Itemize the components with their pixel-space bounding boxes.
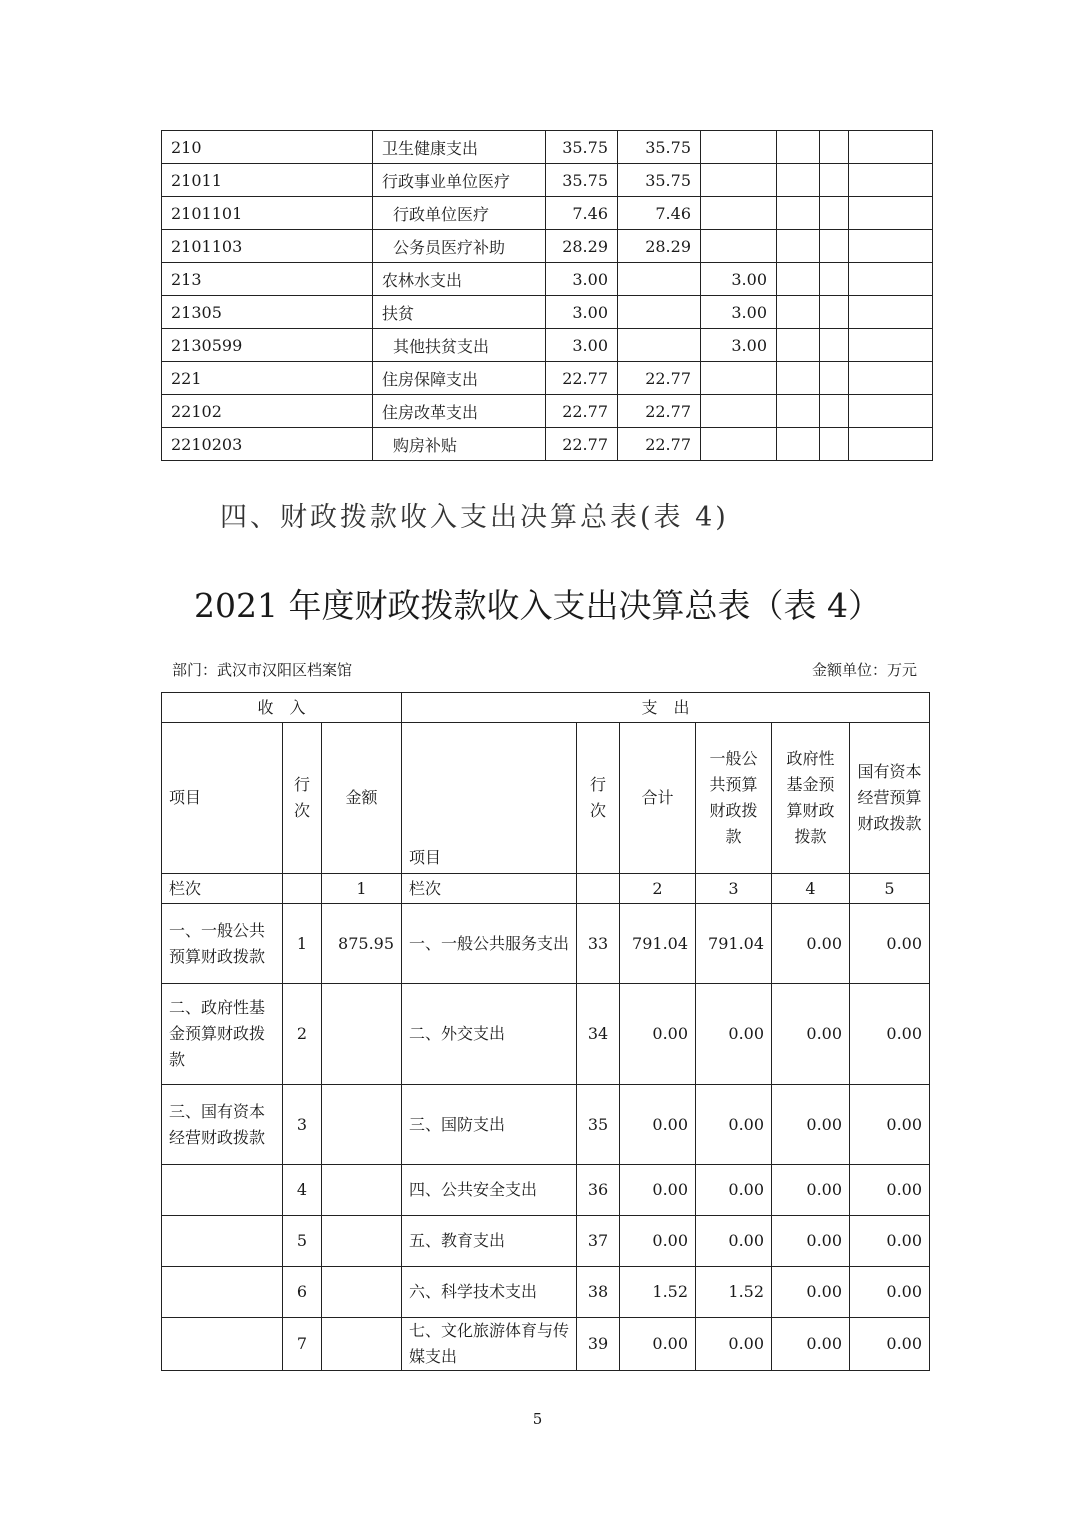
column-index-5: 5 <box>850 874 930 904</box>
fiscal-appropriation-summary-table <box>161 692 930 1371</box>
subject-name: 卫生健康支出 <box>373 131 546 164</box>
expense-item: 三、国防支出 <box>402 1085 577 1165</box>
income-amount <box>322 1085 402 1165</box>
empty-cell <box>777 164 820 197</box>
subject-code: 2210203 <box>162 428 373 461</box>
empty-cell <box>283 874 322 904</box>
total-cell: 3.00 <box>546 329 618 362</box>
expense-item: 七、文化旅游体育与传媒支出 <box>402 1318 577 1371</box>
state-capital-header: 国有资本经营预算财政拨款 <box>850 723 930 874</box>
empty-cell <box>820 329 849 362</box>
basic-cell: 22.77 <box>618 362 701 395</box>
total-value: 1.52 <box>620 1267 696 1318</box>
column-index-2: 2 <box>620 874 696 904</box>
expense-row-no: 39 <box>577 1318 620 1371</box>
general-budget-value: 0.00 <box>696 1216 772 1267</box>
income-amount <box>322 1267 402 1318</box>
basic-cell: 7.46 <box>618 197 701 230</box>
government-fund-value: 0.00 <box>772 1267 850 1318</box>
subject-name: 行政事业单位医疗 <box>373 164 546 197</box>
section-heading: 四、财政拨款收入支出决算总表(表 4) <box>220 502 729 533</box>
subject-name: 农林水支出 <box>373 263 546 296</box>
project-cell <box>701 428 777 461</box>
total-header: 合计 <box>620 723 696 874</box>
subject-code: 210 <box>162 131 373 164</box>
basic-cell: 22.77 <box>618 428 701 461</box>
state-capital-value: 0.00 <box>850 904 930 984</box>
general-budget-value: 0.00 <box>696 1085 772 1165</box>
amount-unit-label: 金额单位：万元 <box>811 661 917 679</box>
subject-name: 扶贫 <box>373 296 546 329</box>
expense-item: 五、教育支出 <box>402 1216 577 1267</box>
empty-cell <box>849 230 933 263</box>
empty-cell <box>777 263 820 296</box>
empty-cell <box>820 230 849 263</box>
total-value: 0.00 <box>620 984 696 1085</box>
column-header-row <box>162 723 930 874</box>
total-cell: 3.00 <box>546 263 618 296</box>
expense-row-no: 37 <box>577 1216 620 1267</box>
table-row <box>162 984 930 1085</box>
empty-cell <box>849 197 933 230</box>
expense-column-label: 栏次 <box>402 874 577 904</box>
table-row <box>162 1267 930 1318</box>
government-fund-value: 0.00 <box>772 1216 850 1267</box>
government-fund-value: 0.00 <box>772 984 850 1085</box>
empty-cell <box>849 395 933 428</box>
subject-name: 住房改革支出 <box>373 395 546 428</box>
basic-cell: 35.75 <box>618 164 701 197</box>
empty-cell <box>849 131 933 164</box>
total-cell: 35.75 <box>546 131 618 164</box>
empty-cell <box>777 197 820 230</box>
table-row <box>162 131 933 164</box>
state-capital-value: 0.00 <box>850 1085 930 1165</box>
empty-cell <box>849 164 933 197</box>
empty-cell <box>577 874 620 904</box>
expense-item: 二、外交支出 <box>402 984 577 1085</box>
project-cell: 3.00 <box>701 263 777 296</box>
income-amount <box>322 984 402 1085</box>
project-cell: 3.00 <box>701 329 777 362</box>
subject-code: 22102 <box>162 395 373 428</box>
income-item: 二、政府性基金预算财政拨款 <box>162 984 283 1085</box>
expense-row-no: 38 <box>577 1267 620 1318</box>
page-title: 2021 年度财政拨款收入支出决算总表（表 4） <box>194 586 881 625</box>
income-column-label: 栏次 <box>162 874 283 904</box>
subject-name: 购房补贴 <box>373 428 546 461</box>
income-item: 一、一般公共预算财政拨款 <box>162 904 283 984</box>
total-value: 0.00 <box>620 1085 696 1165</box>
income-row-no-header: 行次 <box>283 723 322 874</box>
general-budget-value: 791.04 <box>696 904 772 984</box>
subject-code: 2130599 <box>162 329 373 362</box>
general-budget-value: 0.00 <box>696 984 772 1085</box>
state-capital-value: 0.00 <box>850 984 930 1085</box>
total-value: 0.00 <box>620 1216 696 1267</box>
table-row <box>162 1085 930 1165</box>
empty-cell <box>849 329 933 362</box>
expense-row-no: 34 <box>577 984 620 1085</box>
project-cell <box>701 230 777 263</box>
expense-row-no-header: 行次 <box>577 723 620 874</box>
expense-item-header: 项目 <box>402 723 577 874</box>
subject-name: 住房保障支出 <box>373 362 546 395</box>
empty-cell <box>777 131 820 164</box>
empty-cell <box>820 428 849 461</box>
column-index-4: 4 <box>772 874 850 904</box>
state-capital-value: 0.00 <box>850 1165 930 1216</box>
empty-cell <box>820 164 849 197</box>
total-cell: 28.29 <box>546 230 618 263</box>
general-budget-header: 一般公共预算财政拨款 <box>696 723 772 874</box>
total-value: 0.00 <box>620 1318 696 1371</box>
summary-table-body <box>162 693 930 1371</box>
total-cell: 35.75 <box>546 164 618 197</box>
expense-row-no: 35 <box>577 1085 620 1165</box>
state-capital-value: 0.00 <box>850 1318 930 1371</box>
project-cell <box>701 362 777 395</box>
expense-group-header: 支 出 <box>402 693 930 723</box>
basic-cell: 28.29 <box>618 230 701 263</box>
total-value: 791.04 <box>620 904 696 984</box>
subject-code: 221 <box>162 362 373 395</box>
empty-cell <box>820 362 849 395</box>
state-capital-value: 0.00 <box>850 1216 930 1267</box>
total-cell: 22.77 <box>546 428 618 461</box>
income-item <box>162 1165 283 1216</box>
government-fund-value: 0.00 <box>772 1165 850 1216</box>
empty-cell <box>820 197 849 230</box>
table-row <box>162 428 933 461</box>
project-cell <box>701 131 777 164</box>
basic-cell <box>618 263 701 296</box>
income-row-no: 4 <box>283 1165 322 1216</box>
basic-cell <box>618 329 701 362</box>
column-index-3: 3 <box>696 874 772 904</box>
subject-code: 213 <box>162 263 373 296</box>
empty-cell <box>849 362 933 395</box>
income-row-no: 3 <box>283 1085 322 1165</box>
table-row <box>162 296 933 329</box>
expense-row-no: 36 <box>577 1165 620 1216</box>
project-cell <box>701 395 777 428</box>
government-fund-header: 政府性基金预算财政拨款 <box>772 723 850 874</box>
state-capital-value: 0.00 <box>850 1267 930 1318</box>
income-row-no: 1 <box>283 904 322 984</box>
empty-cell <box>849 428 933 461</box>
empty-cell <box>820 131 849 164</box>
basic-cell: 35.75 <box>618 131 701 164</box>
table-row <box>162 1318 930 1371</box>
column-index-row <box>162 874 930 904</box>
government-fund-value: 0.00 <box>772 904 850 984</box>
group-header-row <box>162 693 930 723</box>
project-cell: 3.00 <box>701 296 777 329</box>
project-cell <box>701 197 777 230</box>
subject-name: 行政单位医疗 <box>373 197 546 230</box>
empty-cell <box>820 263 849 296</box>
general-budget-value: 1.52 <box>696 1267 772 1318</box>
empty-cell <box>777 296 820 329</box>
subject-code: 2101101 <box>162 197 373 230</box>
government-fund-value: 0.00 <box>772 1085 850 1165</box>
total-cell: 7.46 <box>546 197 618 230</box>
table-row <box>162 1216 930 1267</box>
empty-cell <box>849 296 933 329</box>
total-cell: 22.77 <box>546 362 618 395</box>
empty-cell <box>777 362 820 395</box>
income-item <box>162 1318 283 1371</box>
empty-cell <box>777 230 820 263</box>
subject-name: 其他扶贫支出 <box>373 329 546 362</box>
table-row <box>162 230 933 263</box>
table-row <box>162 904 930 984</box>
income-item <box>162 1216 283 1267</box>
basic-cell <box>618 296 701 329</box>
income-amount <box>322 1216 402 1267</box>
total-cell: 3.00 <box>546 296 618 329</box>
income-amount <box>322 1318 402 1371</box>
income-row-no: 2 <box>283 984 322 1085</box>
subject-code: 2101103 <box>162 230 373 263</box>
income-item-header: 项目 <box>162 723 283 874</box>
income-item: 三、国有资本经营财政拨款 <box>162 1085 283 1165</box>
table-row <box>162 329 933 362</box>
expense-row-no: 33 <box>577 904 620 984</box>
expense-item: 一、一般公共服务支出 <box>402 904 577 984</box>
expense-item: 四、公共安全支出 <box>402 1165 577 1216</box>
income-row-no: 6 <box>283 1267 322 1318</box>
income-amount: 875.95 <box>322 904 402 984</box>
total-cell: 22.77 <box>546 395 618 428</box>
empty-cell <box>820 395 849 428</box>
income-row-no: 5 <box>283 1216 322 1267</box>
subject-code: 21011 <box>162 164 373 197</box>
total-value: 0.00 <box>620 1165 696 1216</box>
table-row <box>162 263 933 296</box>
project-cell <box>701 164 777 197</box>
table-row <box>162 362 933 395</box>
empty-cell <box>777 428 820 461</box>
general-budget-value: 0.00 <box>696 1165 772 1216</box>
subject-code: 21305 <box>162 296 373 329</box>
expense-item: 六、科学技术支出 <box>402 1267 577 1318</box>
income-item <box>162 1267 283 1318</box>
government-fund-value: 0.00 <box>772 1318 850 1371</box>
empty-cell <box>849 263 933 296</box>
subject-name: 公务员医疗补助 <box>373 230 546 263</box>
income-row-no: 7 <box>283 1318 322 1371</box>
income-column-index: 1 <box>322 874 402 904</box>
expense-detail-table-continued <box>161 130 933 461</box>
general-budget-value: 0.00 <box>696 1318 772 1371</box>
table-row <box>162 164 933 197</box>
department-label: 部门：武汉市汉阳区档案馆 <box>172 661 353 679</box>
table-row <box>162 395 933 428</box>
table-row <box>162 197 933 230</box>
income-amount <box>322 1165 402 1216</box>
empty-cell <box>820 296 849 329</box>
page-number: 5 <box>532 1410 543 1428</box>
income-amount-header: 金额 <box>322 723 402 874</box>
empty-cell <box>777 395 820 428</box>
expense-detail-table-body <box>162 131 933 461</box>
basic-cell: 22.77 <box>618 395 701 428</box>
table-row <box>162 1165 930 1216</box>
empty-cell <box>777 329 820 362</box>
income-group-header: 收 入 <box>162 693 402 723</box>
